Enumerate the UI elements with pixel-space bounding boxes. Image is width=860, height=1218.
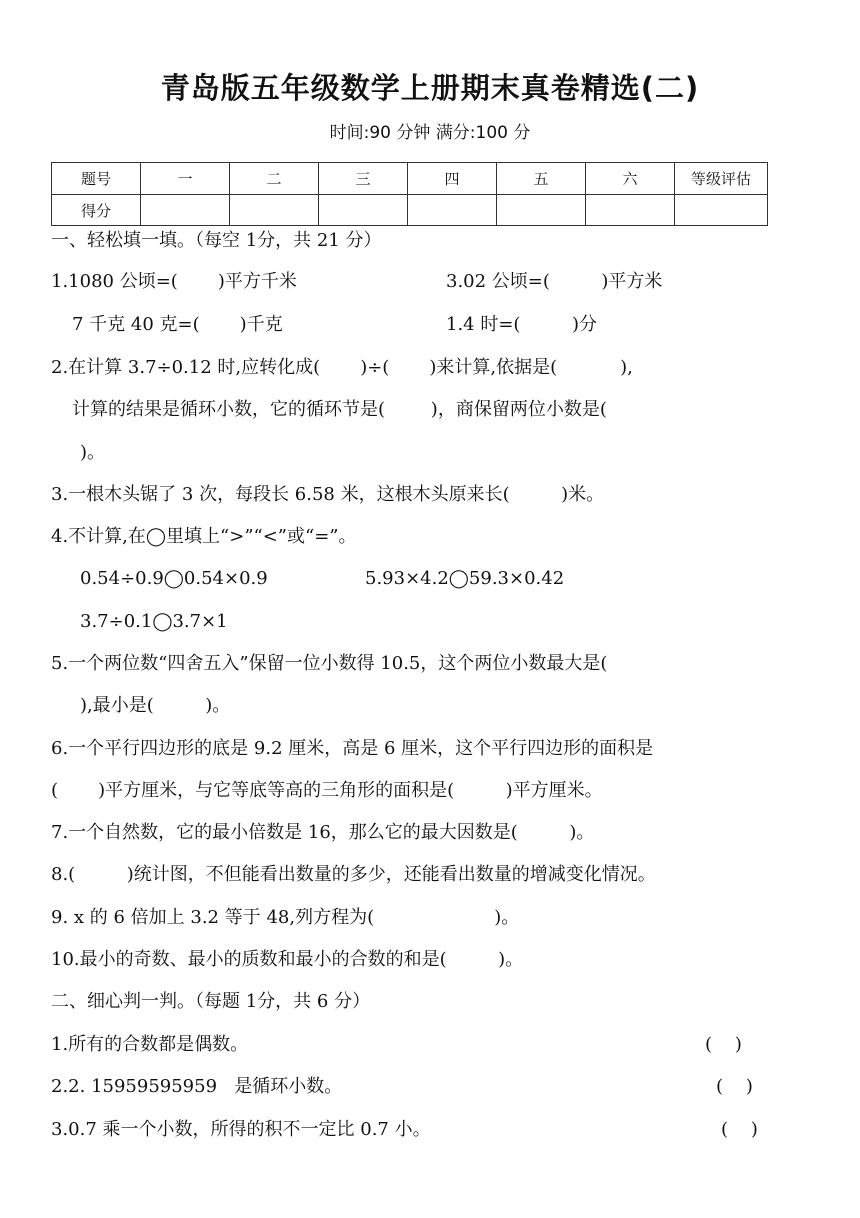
section2-heading: 二、细心判一判。（每题 1分，共 6 分） <box>51 991 371 1012</box>
question-4c: 3.7÷0.1◯3.7×1 <box>80 611 228 632</box>
judge-2: 2.2. 15959595959 是循环小数。 <box>51 1076 343 1097</box>
score-table <box>51 162 768 226</box>
question-4a: 0.54÷0.9◯0.54×0.9 <box>80 568 268 589</box>
question-2-line1: 2.在计算 3.7÷0.12 时,应转化成( )÷( )来计算,依据是( ), <box>51 357 633 378</box>
question-1b: 3.02 公顷=( )平方米 <box>446 271 663 292</box>
question-5-line2: ),最小是( )。 <box>80 695 231 716</box>
question-1d: 1.4 时=( )分 <box>446 314 597 335</box>
question-4: 4.不计算,在◯里填上“>”“<”或“=”。 <box>51 526 357 547</box>
score-table-cell: 四 <box>408 163 497 195</box>
judge-1: 1.所有的合数都是偶数。 <box>51 1034 249 1055</box>
judge-3: 3.0.7 乘一个小数，所得的积不一定比 0.7 小。 <box>51 1119 431 1140</box>
score-input-cell[interactable] <box>497 195 586 226</box>
question-1a: 1.1080 公顷=( )平方千米 <box>51 271 297 292</box>
score-table-cell: 一 <box>141 163 230 195</box>
page-title: 青岛版五年级数学上册期末真卷精选(二) <box>160 71 700 105</box>
answer-parentheses[interactable]: ( ) <box>716 1076 753 1097</box>
answer-parentheses[interactable]: ( ) <box>705 1034 742 1055</box>
score-input-cell[interactable] <box>408 195 497 226</box>
question-6-line2: ( )平方厘米，与它等底等高的三角形的面积是( )平方厘米。 <box>51 780 603 801</box>
question-5-line1: 5.一个两位数“四舍五入”保留一位小数得 10.5，这个两位小数最大是( <box>51 653 608 674</box>
answer-parentheses[interactable]: ( ) <box>721 1119 758 1140</box>
score-input-cell[interactable] <box>141 195 230 226</box>
score-table-cell: 三 <box>319 163 408 195</box>
score-input-cell[interactable] <box>675 195 768 226</box>
score-table-cell: 二 <box>230 163 319 195</box>
question-8: 8.( )统计图，不但能看出数量的多少，还能看出数量的增减变化情况。 <box>51 864 656 885</box>
question-6-line1: 6.一个平行四边形的底是 9.2 厘米，高是 6 厘米，这个平行四边形的面积是 <box>51 738 654 759</box>
question-10: 10.最小的奇数、最小的质数和最小的合数的和是( )。 <box>51 949 524 970</box>
question-9: 9. x 的 6 倍加上 3.2 等于 48,列方程为( )。 <box>51 907 520 928</box>
score-table-score-row <box>52 195 768 226</box>
question-4b: 5.93×4.2◯59.3×0.42 <box>365 568 565 589</box>
score-table-cell: 五 <box>497 163 586 195</box>
question-1c: 7 千克 40 克=( )千克 <box>72 314 283 335</box>
score-table-cell: 六 <box>586 163 675 195</box>
question-2-line2: 计算的结果是循环小数，它的循环节是( )，商保留两位小数是( <box>72 399 607 420</box>
score-input-cell[interactable] <box>586 195 675 226</box>
score-row-label: 得分 <box>52 195 141 226</box>
question-2-line3: )。 <box>80 442 106 463</box>
exam-info: 时间:90 分钟 满分:100 分 <box>329 123 531 143</box>
score-input-cell[interactable] <box>230 195 319 226</box>
score-table-header-row <box>52 163 768 195</box>
question-7: 7.一个自然数，它的最小倍数是 16，那么它的最大因数是( )。 <box>51 822 595 843</box>
section1-heading: 一、轻松填一填。（每空 1分，共 21 分） <box>51 230 382 251</box>
score-input-cell[interactable] <box>319 195 408 226</box>
question-3: 3.一根木头锯了 3 次，每段长 6.58 米，这根木头原来长( )米。 <box>51 484 605 505</box>
score-table-cell: 题号 <box>52 163 141 195</box>
score-table-cell: 等级评估 <box>675 163 768 195</box>
